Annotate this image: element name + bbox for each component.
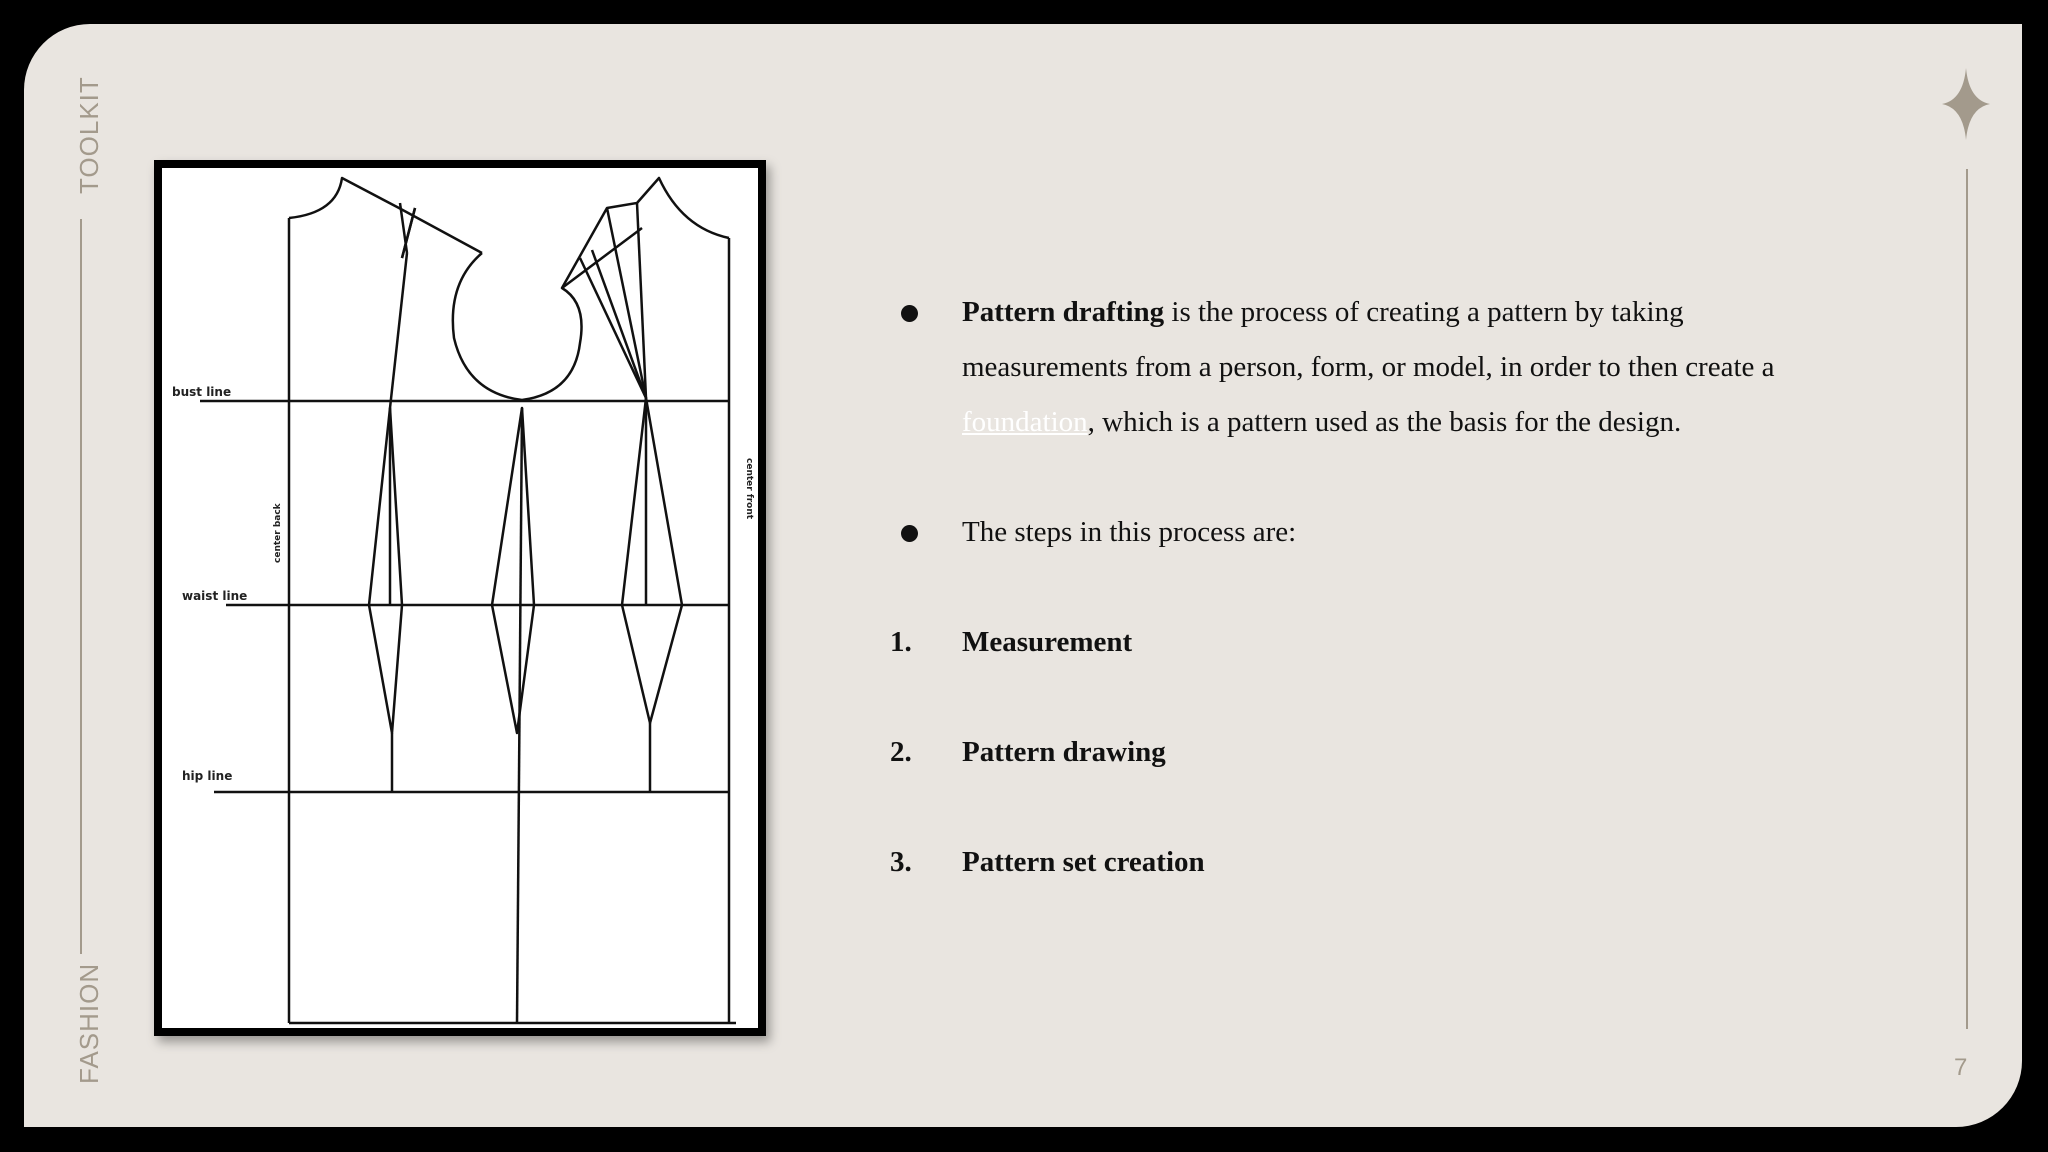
step-label: Pattern set creation [962, 846, 1205, 878]
step-label: Measurement [962, 626, 1133, 658]
waist-line-label: waist line [182, 589, 248, 603]
pattern-draft-image [154, 160, 766, 1036]
bullet-steps-intro [890, 505, 1850, 560]
slide [24, 24, 2022, 1127]
center-front-label: center front [744, 458, 754, 520]
right-divider-line [1966, 169, 1968, 1029]
step-label: Pattern drawing [962, 736, 1166, 768]
four-point-star-icon [1940, 66, 1992, 142]
step-number: 3. [890, 846, 912, 878]
content-text [890, 285, 1850, 890]
bullet-pattern-drafting [890, 285, 1850, 450]
step-number: 2. [890, 736, 912, 768]
page-number: 7 [1954, 1054, 1968, 1081]
bust-line-label: bust line [172, 385, 232, 399]
side-label-fashion: FASHION [74, 962, 104, 1084]
pattern-draft-svg [162, 168, 758, 1028]
bullet-dot [901, 525, 918, 542]
step-number: 1. [890, 626, 912, 658]
steps-intro-text: The steps in this process are: [962, 516, 1297, 548]
foundation-link[interactable]: foundation [962, 406, 1088, 438]
center-back-label: center back [273, 503, 283, 563]
step-item [890, 725, 1850, 780]
bullet1-text-part2: , which is a pattern used as the basis for the design. [1087, 406, 1682, 438]
bullet-dot [901, 305, 918, 322]
hip-line-label: hip line [182, 769, 233, 783]
bullet1-text-part1: is the process of creating a pattern by taking measurements from a person, form, or model, in order to then create a [962, 296, 1775, 383]
step-item [890, 615, 1850, 670]
side-divider-line [80, 219, 82, 954]
pattern-draft-drawing [162, 168, 758, 1028]
step-item [890, 835, 1850, 890]
pattern-drafting-term: Pattern drafting [962, 296, 1165, 328]
side-label-toolkit: TOOLKIT [74, 76, 104, 194]
